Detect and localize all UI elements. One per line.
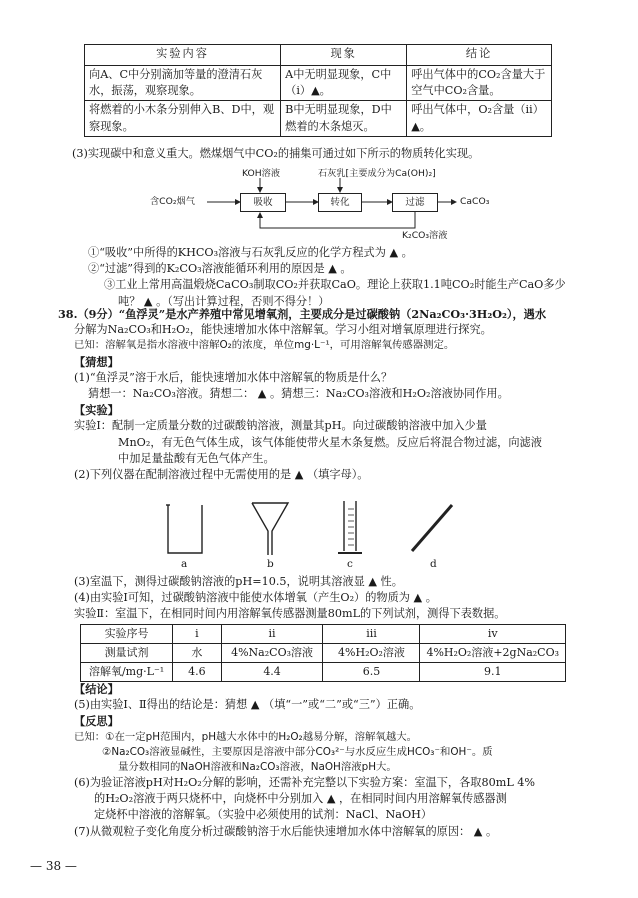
question-3-item-2: ②“过滤”得到的K₂CO₃溶液能循环利用的原因是 ▲ 。 [88,262,352,276]
table-cell: A中无明显现象，C中（ⅰ）▲。 [281,66,407,101]
experiment-2: 实验Ⅱ：室温下，在相同时间内用溶解氧传感器测量80mL的下列试剂，测得下表数据。 [74,607,506,621]
table-cell: 呼出气体中的CO₂含量大于空气中CO₂含量。 [407,66,552,101]
flow-box-absorb: 吸收 [240,193,286,212]
table-cell: 4.6 [173,662,222,681]
table-cell: 4%Na₂CO₃溶液 [221,643,323,662]
heading-reflection: 【反思】 [74,714,119,729]
flow-box-convert: 转化 [318,193,362,212]
question-3-item-3: ③工业上常用高温煅烧CaCO₃制取CO₂并获取CaO。理论上获取1.1吨CO₂时能生产CaO多少吨？ ▲ 。（写出计算过程，否则不得分！） [104,278,566,308]
question-3: (3)室温下，测得过碳酸钠溶液的pH=10.5，说明其溶液显 ▲ 性。 [74,575,403,588]
heading-experiment: 【实验】 [74,403,119,418]
table-row [81,643,566,662]
flow-output-label: CaCO₃ [460,196,490,207]
question-1: (1)“鱼浮灵”溶于水后，能快速增加水体中溶解氧的物质是什么？ [74,370,393,384]
question-5: (5)由实验Ⅰ、Ⅱ得出的结论是：猜想 ▲ （填“一”或“二”或“三”）正确。 [74,698,421,712]
flow-recycle-label: K₂CO₃溶液 [402,230,448,241]
table-row [85,66,552,101]
flow-lime-label: 石灰乳[主要成分为Ca(OH)₂] [318,168,436,179]
conclusion-reflection [58,681,578,840]
known-note-1: 已知：溶解氧是指水溶液中溶解O₂的浓度，单位mg·L⁻¹，可用溶解氧传感器测定。 [74,339,455,352]
flow-koh-label: KOH溶液 [242,168,281,179]
questions-3-4 [58,574,578,623]
beaker-icon [166,505,202,553]
table-cell: 水 [173,643,222,662]
heading-guess: 【猜想】 [74,354,119,369]
instrument-label-a: a [181,558,188,570]
table-cell: 测量试剂 [81,643,173,662]
table-cell: 将燃着的小木条分别伸入B、D中，观察现象。 [85,101,281,136]
question-38-intro-cont: 分解为Na₂CO₃和H₂O₂，能快速增加水体中溶解氧。学习小组对增氧原理进行探究。 [74,323,492,337]
flow-box-filter: 过滤 [392,193,438,212]
question-38-block [58,306,578,483]
funnel-icon [252,503,288,555]
experiment-1-line-3: 中加足量盐酸有无色气体产生。 [118,451,275,465]
page-number: — 38 — [30,859,77,873]
experiment-table-2 [80,624,566,682]
table-cell: B中无明显现象，D中燃着的木条熄灭。 [281,101,407,136]
instrument-figures [160,497,460,570]
question-6-line-3: 定烧杯中溶液的溶解氧。（实验中必须使用的试剂：NaCl、NaOH） [94,808,433,822]
table-cell: ⅲ [323,625,420,644]
flow-input-label: 含CO₂烟气 [150,196,195,207]
table-header: 结论 [407,45,552,66]
instrument-label-b: b [267,558,274,570]
table-cell: 溶解氧/mg·L⁻¹ [81,662,173,681]
known-note-2a: 已知：①在一定pH范围内，pH越大水体中的H₂O₂越易分解，溶解氧越大。 [74,730,417,743]
question-38-intro: 38.（9分）“鱼浮灵”是水产养殖中常见增氧剂，主要成分是过碳酸钠（2Na₂CO₃·3H₂O₂），遇水 [58,307,547,321]
table-cell: ⅰ [173,625,222,644]
table-cell: 呼出气体中，O₂含量（ⅱ）▲。 [407,101,552,136]
question-3-item-1: ①“吸收”中所得的KHCO₃溶液与石灰乳反应的化学方程式为 ▲ 。 [88,246,413,259]
instrument-label-d: d [430,558,437,570]
guesses: 猜想一：Na₂CO₃溶液。猜想二： ▲ 。猜想三：Na₂CO₃溶液和H₂O₂溶液协同作用。 [88,387,509,401]
table-row [85,101,552,136]
question-7: (7)从微观粒子变化角度分析过碳酸钠溶于水后能快速增加水体中溶解氧的原因： ▲ 。 [74,824,498,838]
known-note-2b: ②Na₂CO₃溶液显碱性，主要原因是溶液中部分CO₃²⁻与水反应生成HCO₃⁻和OH⁻。质 [102,745,493,758]
known-note-2c: 量分数相同的NaOH溶液和Na₂CO₃溶液，NaOH溶液pH大。 [118,760,397,773]
glass-rod-icon [412,505,452,551]
question-6-line-1: (6)为验证溶液pH对H₂O₂分解的影响，还需补充完整以下实验方案：室温下，各取80mL 4% [74,775,536,789]
table-cell: 9.1 [420,662,566,681]
table-cell: ⅱ [221,625,323,644]
table-header: 现象 [281,45,407,66]
table-cell: 4%H₂O₂溶液 [323,643,420,662]
experiment-1-line-2: MnO₂，有无色气体生成，该气体能使带火星木条复燃。反应后将混合物过滤，向滤液 [118,435,542,449]
table-header: 实验内容 [85,45,281,66]
question-3-items [72,245,588,310]
table-header-row [85,45,552,66]
experiment-table-1 [84,44,552,137]
table-cell: 4%H₂O₂溶液+2gNa₂CO₃ [420,643,566,662]
table-row [81,662,566,681]
table-row [81,625,566,644]
experiment-1-line-1: 实验Ⅰ：配制一定质量分数的过碳酸钠溶液，测量其pH。向过碳酸钠溶液中加入少量 [74,419,487,433]
table-cell: ⅳ [420,625,566,644]
instrument-label-c: c [347,558,353,570]
heading-conclusion: 【结论】 [74,682,119,696]
graduated-cylinder-icon [338,501,362,553]
table-cell: 向A、C中分别滴加等量的澄清石灰水，振荡，观察现象。 [85,66,281,101]
question-4: (4)由实验Ⅰ可知，过碳酸钠溶液中能使水体增氧（产生O₂）的物质为 ▲ 。 [74,591,437,605]
table-cell: 实验序号 [81,625,173,644]
question-3-intro: (3)实现碳中和意义重大。燃煤烟气中CO₂的捕集可通过如下所示的物质转化实现。 [72,147,480,160]
question-2: (2)下列仪器在配制溶液过程中无需使用的是 ▲ （填字母）。 [74,468,369,482]
table-cell: 4.4 [221,662,323,681]
flow-diagram [150,166,510,244]
table-cell: 6.5 [323,662,420,681]
question-6-line-2: 的H₂O₂溶液于两只烧杯中，向烧杯中分别加入 ▲ ，在相同时间内用溶解氧传感器测 [94,792,507,806]
